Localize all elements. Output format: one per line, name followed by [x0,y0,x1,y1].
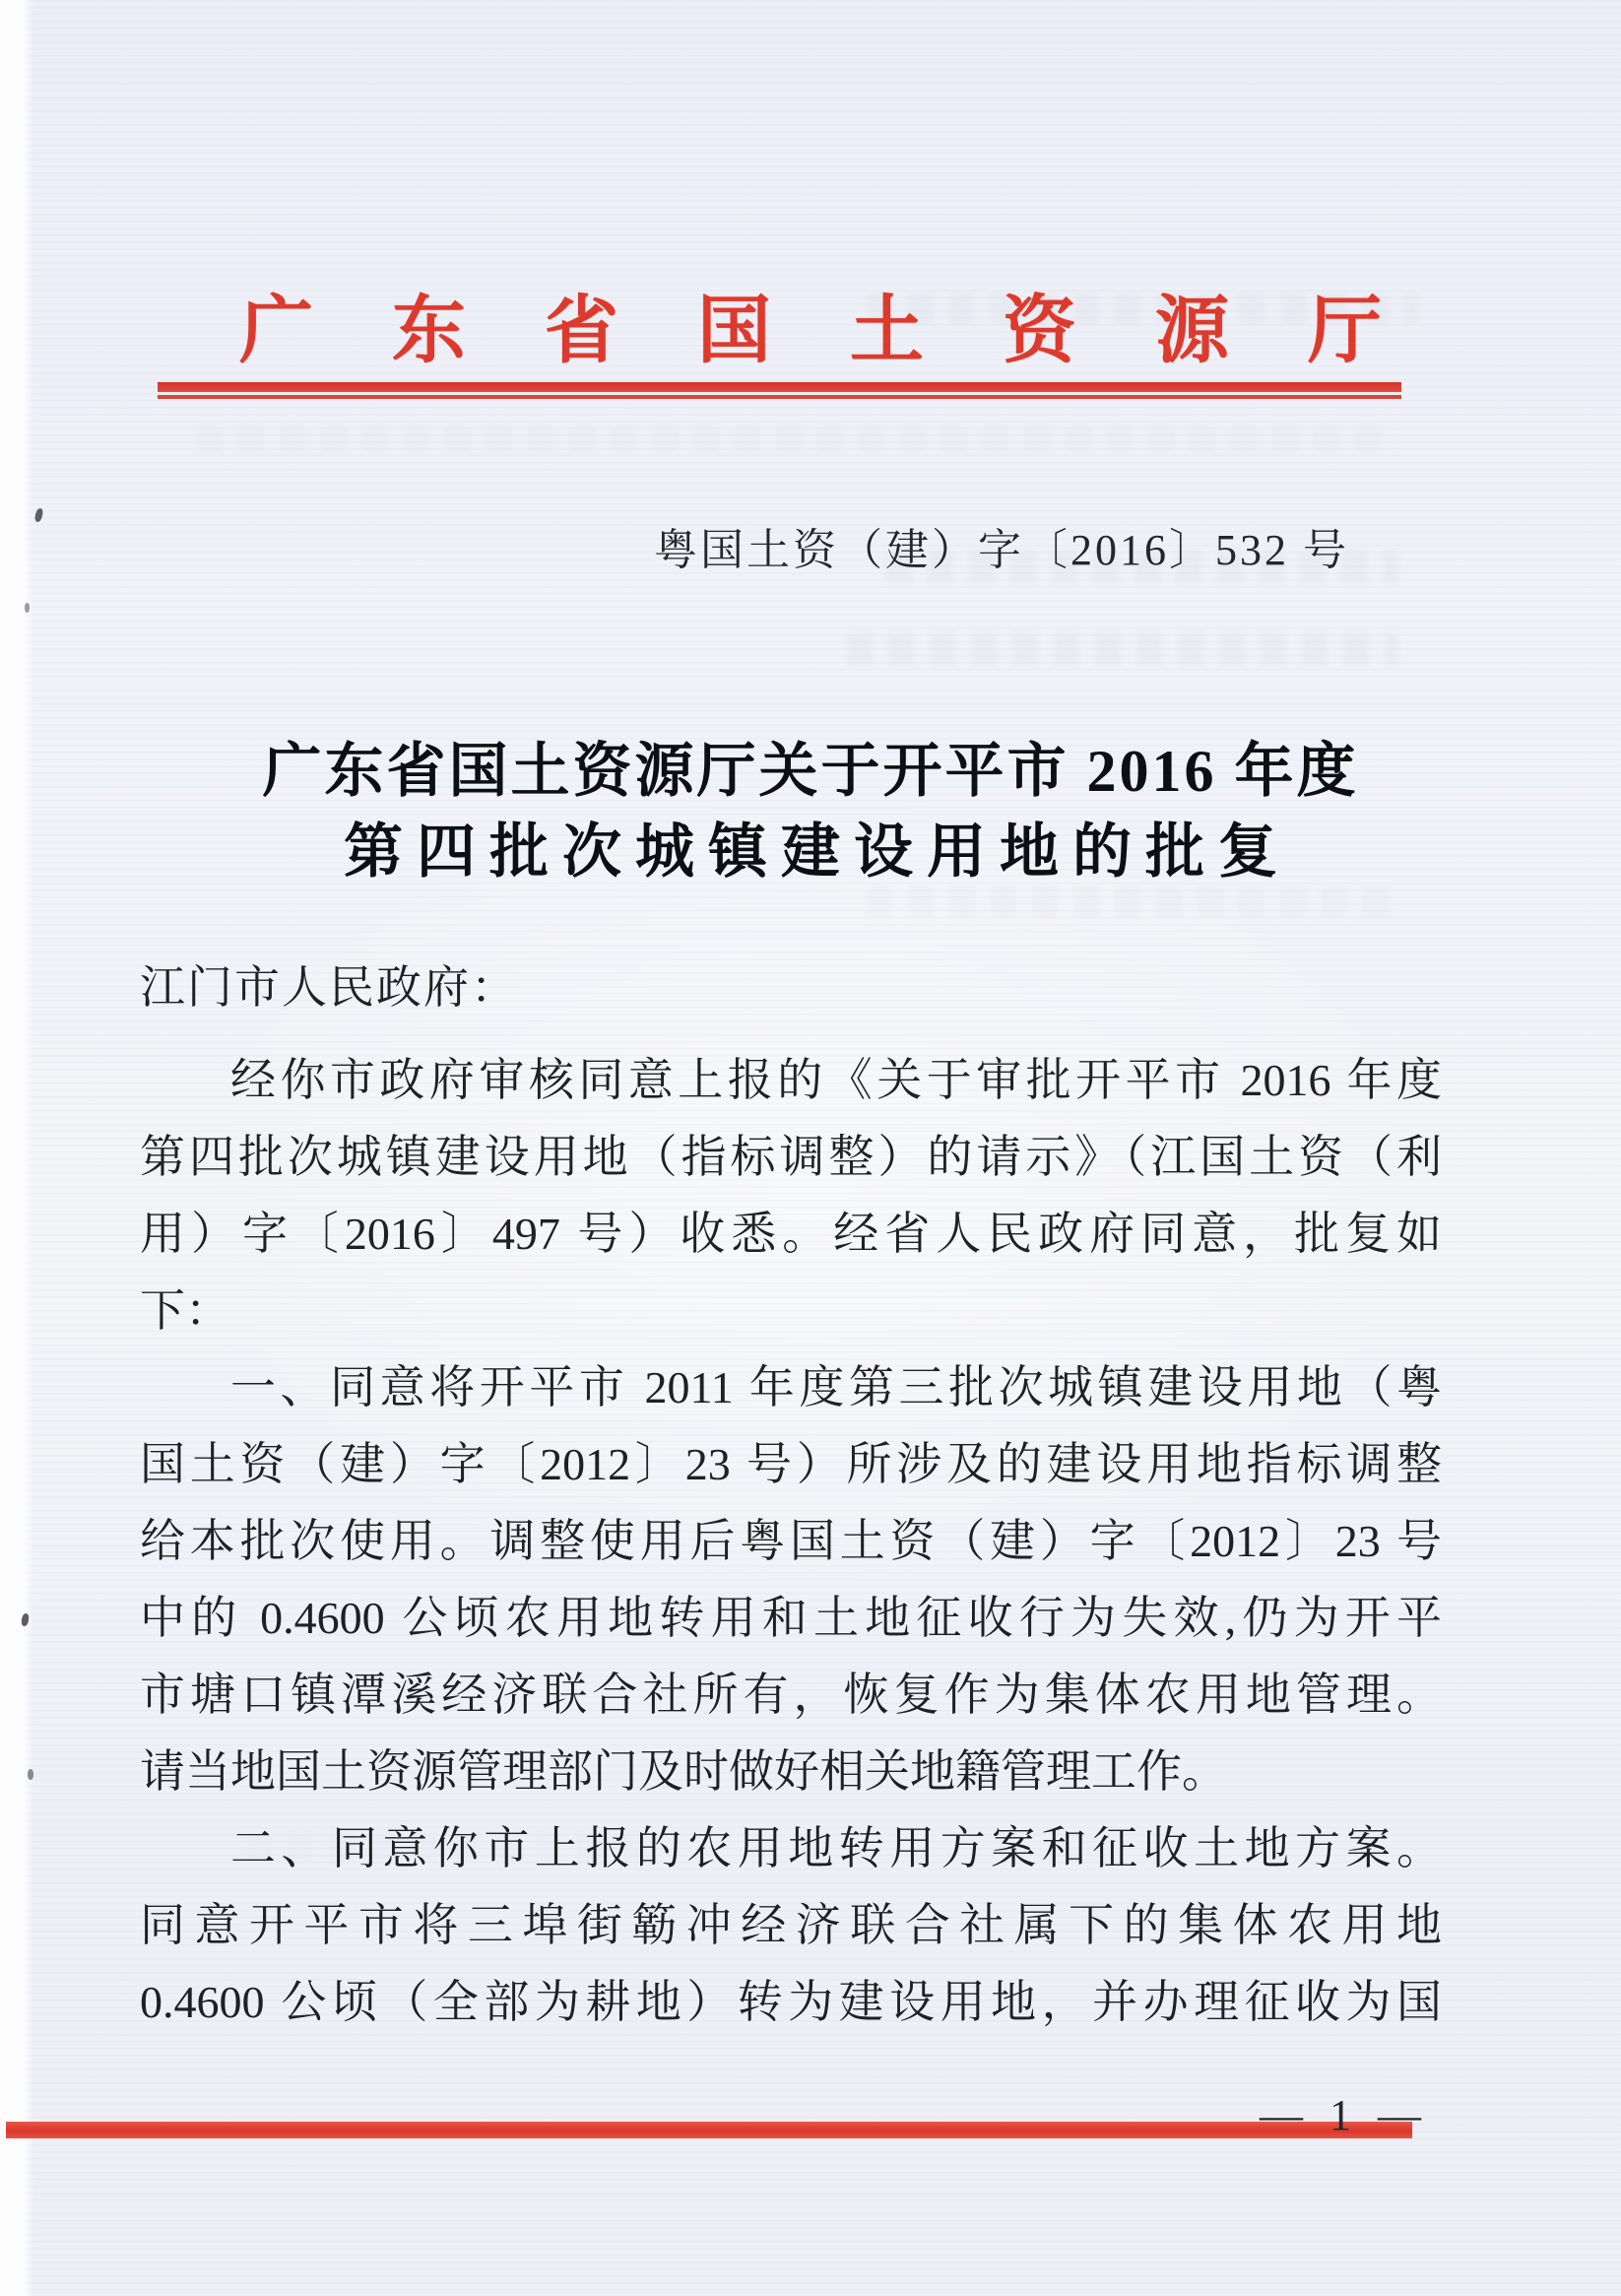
body-line: 二、同意你市上报的农用地转用方案和征收土地方案。 [230,1823,1442,1873]
page-number: — 1 — [1260,2091,1421,2139]
body-line: 给本批次使用。调整使用后粤国土资（建）字〔2012〕23 号 [140,1516,1442,1566]
body-line: 国土资（建）字〔2012〕23 号）所涉及的建设用地指标调整 [140,1439,1442,1489]
body-line: 第四批次城镇建设用地（指标调整）的请示》（江国土资（利 [140,1132,1442,1182]
body-line: 同意开平市将三埠街簕冲经济联合社属下的集体农用地 [140,1900,1442,1950]
addressee: 江门市人民政府： [140,962,518,1013]
footer-rule [6,2122,1412,2138]
document-title [0,731,1621,892]
bleed-through-artifact [847,632,1398,666]
body-line: 用）字〔2016〕497 号）收悉。经省人民政府同意，批复如 [140,1209,1442,1259]
body-line: 中的 0.4600 公顷农用地转用和土地征收行为失效,仍为开平 [140,1593,1442,1643]
document-body [140,1042,1442,2041]
scan-speck [28,1769,33,1780]
body-line: 请当地国土资源管理部门及时做好相关地籍管理工作。 [140,1746,1227,1797]
letterhead-agency-text: 广东省国土资源厅 [238,291,1460,372]
body-line: 经你市政府审核同意上报的《关于审批开平市 2016 年度 [230,1055,1442,1105]
document-title-line-1: 广东省国土资源厅关于开平市 2016 年度 [262,739,1359,804]
document-title-line-2: 第四批次城镇建设用地的批复 [344,820,1291,885]
body-line: 市塘口镇潭溪经济联合社所有，恢复作为集体农用地管理。 [140,1670,1442,1720]
body-line: 0.4600 公顷（全部为耕地）转为建设用地，并办理征收为国 [140,1977,1442,2027]
body-line: 一、同意将开平市 2011 年度第三批次城镇建设用地（粤 [230,1362,1442,1412]
letterhead-agency-name [0,272,1621,377]
document-reference-number: 粤国土资（建）字〔2016〕532 号 [654,526,1349,574]
bleed-through-artifact [197,426,1398,453]
letterhead-rule-thin [158,395,1401,399]
letterhead-rule-thick [158,382,1401,392]
body-line: 下： [140,1285,230,1336]
scan-speck [25,603,30,613]
